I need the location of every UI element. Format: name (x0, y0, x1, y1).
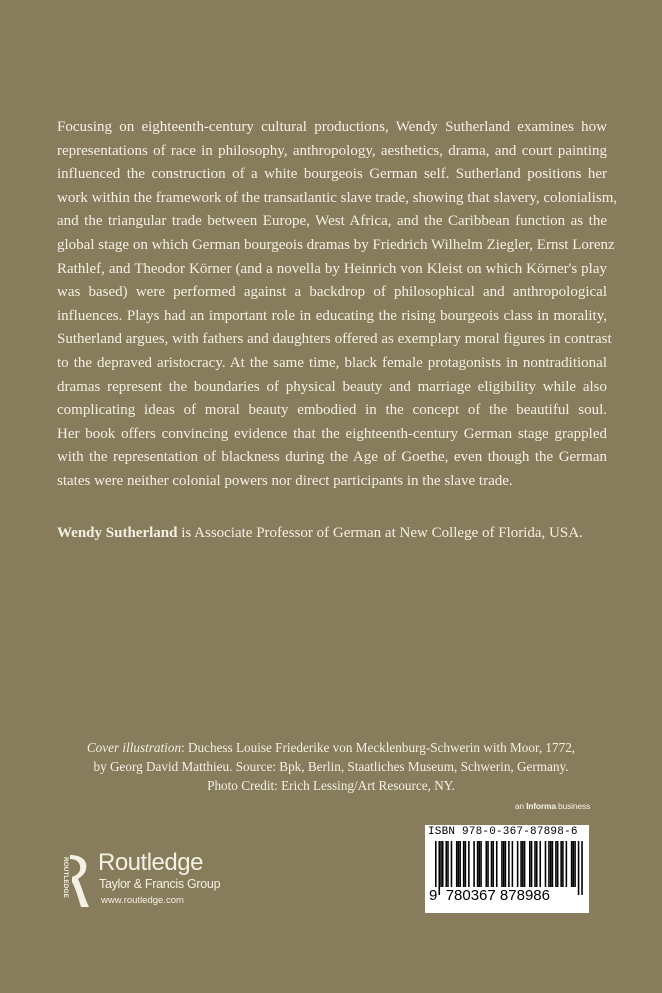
isbn-digits (429, 887, 550, 904)
barcode-bar (485, 841, 487, 887)
barcode-bar (531, 841, 533, 887)
isbn-barcode (425, 825, 589, 913)
barcode-bar (555, 841, 557, 887)
description-line: complicating ideas of moral beauty embodied in the concept of the beautiful soul. (57, 402, 607, 419)
description-line: influenced the construction of a white bourgeois German self. Sutherland positions her (57, 166, 607, 183)
barcode-bar (491, 841, 493, 887)
barcode-bar (458, 841, 460, 887)
barcode-bar (578, 841, 580, 895)
isbn-digits-group2: 878986 (499, 887, 550, 904)
caption-line: by Georg David Matthieu. Source: Bpk, Berlin, Staatliches Museum, Schwerin, Germany. (93, 759, 569, 774)
author-bio (57, 522, 583, 546)
barcode-bar (440, 841, 442, 887)
description-line: Her book offers convincing evidence that the eighteenth-century German stage grappled (57, 425, 607, 442)
routledge-vertical-mark: ROUTLEDGE (62, 857, 69, 898)
description-line: with the representation of blackness during the Age of Goethe, even though the German (57, 449, 607, 466)
book-description (57, 116, 618, 494)
cover-illustration-credit (31, 738, 631, 795)
barcode-bar (534, 841, 536, 887)
barcode-bar (477, 841, 479, 887)
description-line: to the depraved aristocracy. At the same time, black female protagonists in nontraditional (57, 354, 607, 371)
barcode-bar (573, 841, 575, 887)
informa-tagline (515, 801, 590, 811)
description-line: representations of race in philosophy, anthropology, aesthetics, drama, and court painting (57, 142, 607, 159)
barcode-bar (465, 841, 467, 887)
barcode-bar (552, 841, 554, 887)
barcode-bar (442, 841, 444, 887)
routledge-r-icon (58, 855, 90, 907)
description-line: influences. Plays had an important role in educating the rising bourgeois class in morality, (57, 307, 607, 324)
barcode-bar (560, 841, 562, 887)
barcode-bar (496, 841, 498, 887)
description-line: global stage on which German bourgeois dramas by Friedrich Wilhelm Ziegler, Ernst Lorenz (57, 236, 615, 253)
description-line: work within the framework of the transatlantic slave trade, showing that slavery, colonialism, (57, 189, 618, 206)
barcode-bar (545, 841, 547, 887)
barcode-bar (451, 841, 453, 887)
caption-line: Photo Credit: Erich Lessing/Art Resource, NY. (207, 778, 455, 793)
tagline-pre: an (514, 801, 527, 811)
barcode-bar (487, 841, 489, 887)
barcode-bar (562, 841, 564, 887)
barcode-bar (557, 841, 559, 887)
barcode-bar (529, 841, 531, 887)
description-line: states were neither colonial powers nor direct participants in the slave trade. (57, 472, 513, 489)
description-line: dramas represent the boundaries of physical beauty and marriage eligibility while also (57, 378, 607, 395)
barcode-bar (517, 841, 519, 887)
barcode-bar (522, 841, 524, 887)
caption-line: : Duchess Louise Friederike von Mecklenburg-Schwerin with Moor, 1772, (181, 740, 576, 755)
barcode-bar (539, 841, 541, 887)
barcode-bar (459, 841, 461, 887)
barcode-bar (571, 841, 573, 887)
author-name: Wendy Sutherland (57, 525, 178, 541)
barcode-bar (505, 841, 507, 887)
barcode-bar (536, 841, 538, 887)
barcode-bar (501, 841, 503, 887)
barcode-bar (456, 841, 458, 887)
isbn-digit-first: 9 (429, 887, 438, 904)
description-line: Sutherland argues, with fathers and daughters offered as exemplary moral figures in contrast (57, 331, 612, 348)
barcode-bar (524, 841, 526, 887)
barcode-bar (503, 841, 505, 887)
publisher-url[interactable]: www.routledge.com (101, 895, 184, 906)
barcode-bar (480, 841, 482, 887)
description-line: Focusing on eighteenth-century cultural productions, Wendy Sutherland examines how (57, 119, 607, 135)
description-line: was based) were performed against a backdrop of philosophical and anthropological (57, 284, 607, 301)
isbn-label: ISBN 978-0-367-87898-6 (428, 826, 578, 838)
barcode-bar (574, 841, 576, 887)
barcode-bar (473, 841, 475, 887)
publisher-group: Taylor & Francis Group (99, 877, 221, 891)
barcode-bar (447, 841, 449, 887)
barcode-bar (445, 841, 447, 887)
barcode-bar (520, 841, 522, 887)
description-line: and the triangular trade between Europe, West Africa, and the Caribbean function as the (57, 213, 607, 230)
barcode-bar (468, 841, 470, 887)
description-line: Rathlef, and Theodor Körner (and a novella by Heinrich von Kleist on which Körner's play (57, 260, 607, 277)
tagline-brand: Informa (526, 801, 556, 811)
barcode-bar (566, 841, 568, 887)
barcode-bar (479, 841, 481, 887)
caption-label: Cover illustration (86, 740, 182, 755)
barcode-bar (581, 841, 583, 895)
publisher-name: Routledge (98, 849, 203, 876)
barcode-bar (463, 841, 465, 887)
barcode-bar (492, 841, 494, 887)
author-bio-text: is Associate Professor of German at New College of Florida, USA. (177, 525, 583, 541)
barcode-bar (550, 841, 552, 887)
barcode-bar (548, 841, 550, 887)
isbn-digits-group1: 780367 (445, 887, 496, 904)
tagline-post: business (555, 801, 590, 811)
